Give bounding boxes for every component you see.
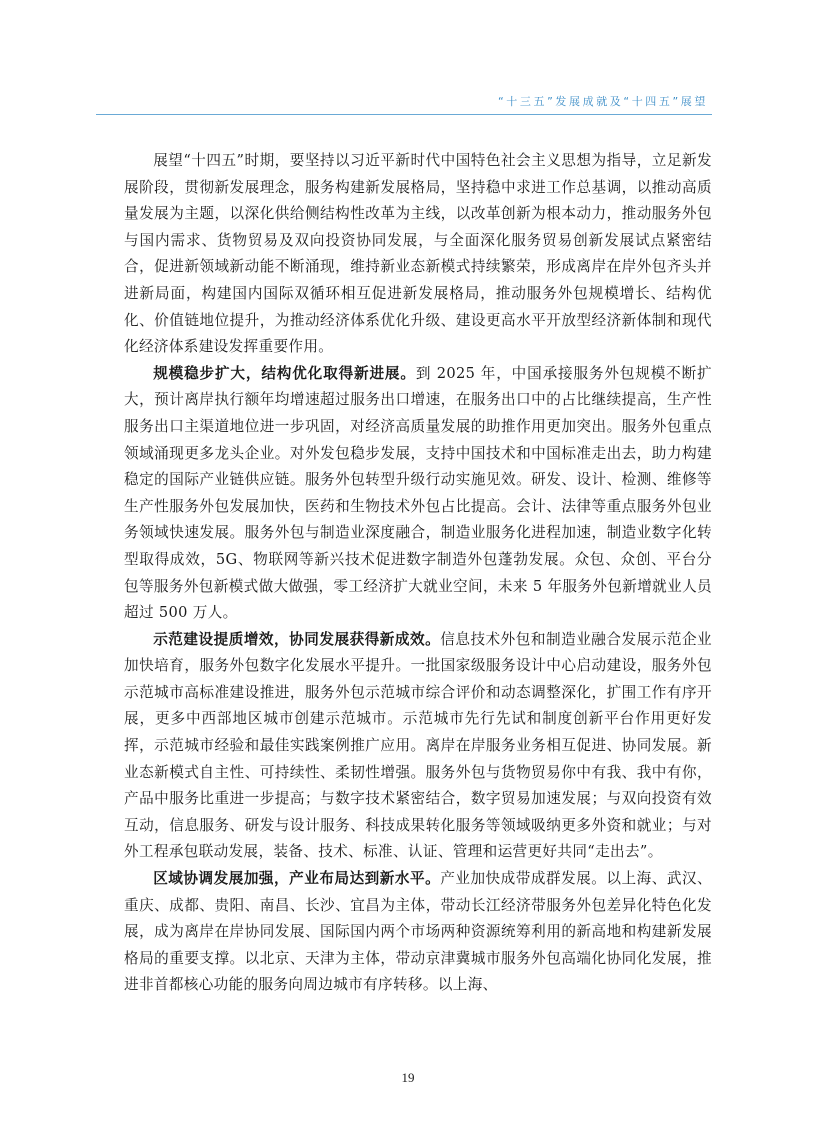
paragraph-demonstration xyxy=(124,627,712,866)
paragraph-lead: 示范建设提质增效，协同发展获得新成效。 xyxy=(153,630,441,648)
header-divider xyxy=(96,114,712,115)
paragraph-scale xyxy=(124,361,712,627)
paragraph-lead: 区域协调发展加强，产业布局达到新水平。 xyxy=(153,870,441,888)
paragraph-text: 到 2025 年，中国承接服务外包规模不断扩大，预计离岸执行额年均增速超过服务出口增速，在服务出口中的占比继续提高，生产性服务出口主渠道地位进一步巩固，对经济高质量发展的助推作用更加突出。服务外包重点领域涌现更多龙头企业。对外发包稳步发展，支持中国技术和中国标准走出去，助力构建稳定的国际产业链供应链。服务外包转型升级行动实施见效。研发、设计、检测、维修等生产性服务外包发展加快，医药和生物技术外包占比提高。会计、法律等重点服务外包业务领域快速发展。服务外包与制造业深度融合，制造业服务化进程加速，制造业数字化转型取得成效，5G、物联网等新兴技术促进数字制造外包蓬勃发展。众包、众创、平台分包等服务外包新模式做大做强，零工经济扩大就业空间，未来 5 年服务外包新增就业人员超过 500 万人。 xyxy=(124,364,713,622)
paragraph-regional xyxy=(124,866,712,999)
page-number: 19 xyxy=(401,1070,415,1085)
running-header: “十三五”发展成就及“十四五”展望 xyxy=(498,95,708,108)
paragraph-outlook xyxy=(124,148,712,361)
paragraph-text: 产业加快成带成群发展。以上海、武汉、重庆、成都、贵阳、南昌、长沙、宜昌为主体，带动长江经济带服务外包差异化特色化发展，成为离岸在岸协同发展、国际国内两个市场两种资源统筹利用的新高地和构建新发展格局的重要支撑。以北京、天津为主体，带动京津冀城市服务外包高端化协同化发展，推进非首都核心功能的服务向周边城市有序转移。以上海、 xyxy=(124,870,712,994)
paragraph-text: 展望“十四五”时期，要坚持以习近平新时代中国特色社会主义思想为指导，立足新发展阶段，贯彻新发展理念，服务构建新发展格局，坚持稳中求进工作总基调，以推动高质量发展为主题，以深化供给侧结构性改革为主线，以改革创新为根本动力，推动服务外包与国内需求、货物贸易及双向投资协同发展，与全面深化服务贸易创新发展试点紧密结合，促进新领域新动能不断涌现，维持新业态新模式持续繁荣，形成离岸在岸外包齐头并进新局面，构建国内国际双循环相互促进新发展格局，推动服务外包规模增长、结构优化、价值链地位提升，为推动经济体系优化升级、建设更高水平开放型经济新体制和现代化经济体系建设发挥重要作用。 xyxy=(124,152,712,356)
paragraph-text: 信息技术外包和制造业融合发展示范企业加快培育，服务外包数字化发展水平提升。一批国家级服务设计中心启动建设，服务外包示范城市高标准建设推进，服务外包示范城市综合评价和动态调整深化，扩围工作有序开展，更多中西部地区城市创建示范城市。示范城市先行先试和制度创新平台作用更好发挥，示范城市经验和最佳实践案例推广应用。离岸在岸服务业务相互促进、协同发展。新业态新模式自主性、可持续性、柔韧性增强。服务外包与货物贸易你中有我、我中有你，产品中服务比重进一步提高；与数字技术紧密结合，数字贸易加速发展；与双向投资有效互动，信息服务、研发与设计服务、科技成果转化服务等领域吸纳更多外资和就业；与对外工程承包联动发展，装备、技术、标准、认证、管理和运营更好共同“走出去”。 xyxy=(124,630,712,861)
paragraph-lead: 规模稳步扩大，结构优化取得新进展。 xyxy=(153,364,416,382)
body-text xyxy=(124,148,712,999)
